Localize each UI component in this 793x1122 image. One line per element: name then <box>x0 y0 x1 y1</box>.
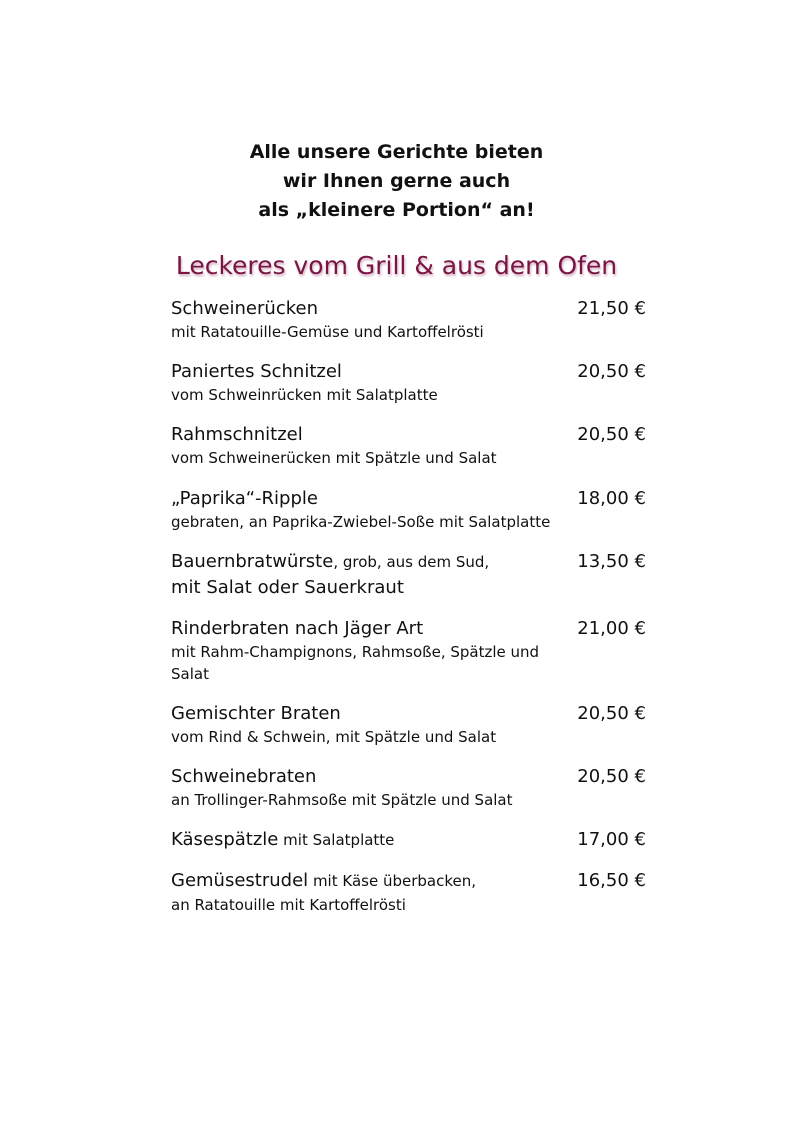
dish-name: „Paprika“-Ripple <box>171 488 318 509</box>
menu-item <box>171 868 651 916</box>
dish-name: Rahmschnitzel <box>171 424 303 445</box>
dish-name: Paniertes Schnitzel <box>171 361 342 382</box>
menu-item <box>171 764 651 811</box>
dish-inline-description: mit Salatplatte <box>278 831 395 849</box>
dish-description: vom Schweinrücken mit Salatplatte <box>171 386 438 404</box>
dish-inline-description: mit Käse überbacken, <box>308 872 476 890</box>
dish-description: gebraten, an Paprika-Zwiebel-Soße mit Salatplatte <box>171 513 551 531</box>
intro-note <box>0 138 793 225</box>
dish-description: an Ratatouille mit Kartoffelrösti <box>171 896 406 914</box>
menu-item <box>171 359 651 406</box>
dish-description: mit Rahm-Champignons, Rahmsoße, Spätzle und Salat <box>171 643 540 683</box>
dish-price: 16,50 € <box>577 870 646 891</box>
menu-item <box>171 422 651 469</box>
menu-item <box>171 296 651 343</box>
dish-name: Bauernbratwürste <box>171 551 334 572</box>
dish-description: vom Rind & Schwein, mit Spätzle und Salat <box>171 728 497 746</box>
dish-name: Gemüsestrudel <box>171 870 309 891</box>
dish-name: Rinderbraten nach Jäger Art <box>171 618 424 639</box>
dish-description: an Trollinger-Rahmsoße mit Spätzle und Salat <box>171 791 513 809</box>
dish-name: Gemischter Braten <box>171 703 341 724</box>
dish-price: 20,50 € <box>577 766 646 787</box>
dish-name: Schweinebraten <box>171 766 317 787</box>
intro-line: wir Ihnen gerne auch <box>282 170 511 192</box>
dish-name: Schweinerücken <box>171 298 318 319</box>
dish-description: vom Schweinerücken mit Spätzle und Salat <box>171 449 497 467</box>
dish-price: 20,50 € <box>577 424 646 445</box>
menu-item <box>171 827 651 853</box>
dish-price: 21,50 € <box>577 298 646 319</box>
menu-item <box>171 486 651 533</box>
dish-price: 21,00 € <box>577 618 646 639</box>
dish-inline-description: , grob, aus dem Sud, <box>333 553 490 571</box>
dish-description: mit Salat oder Sauerkraut <box>171 577 404 598</box>
intro-line: Alle unsere Gerichte bieten <box>249 141 544 163</box>
dish-description: mit Ratatouille-Gemüse und Kartoffelrösti <box>171 323 484 341</box>
dish-price: 20,50 € <box>577 703 646 724</box>
menu-item <box>171 616 651 685</box>
section-title: Leckeres vom Grill & aus dem Ofen <box>175 251 618 280</box>
menu-item <box>171 549 651 601</box>
intro-line: als „kleinere Portion“ an! <box>258 199 535 221</box>
dish-name: Käsespätzle <box>171 829 279 850</box>
dish-price: 17,00 € <box>577 829 646 850</box>
dish-price: 13,50 € <box>577 551 646 572</box>
dish-price: 18,00 € <box>577 488 646 509</box>
menu-item <box>171 701 651 748</box>
dish-price: 20,50 € <box>577 361 646 382</box>
